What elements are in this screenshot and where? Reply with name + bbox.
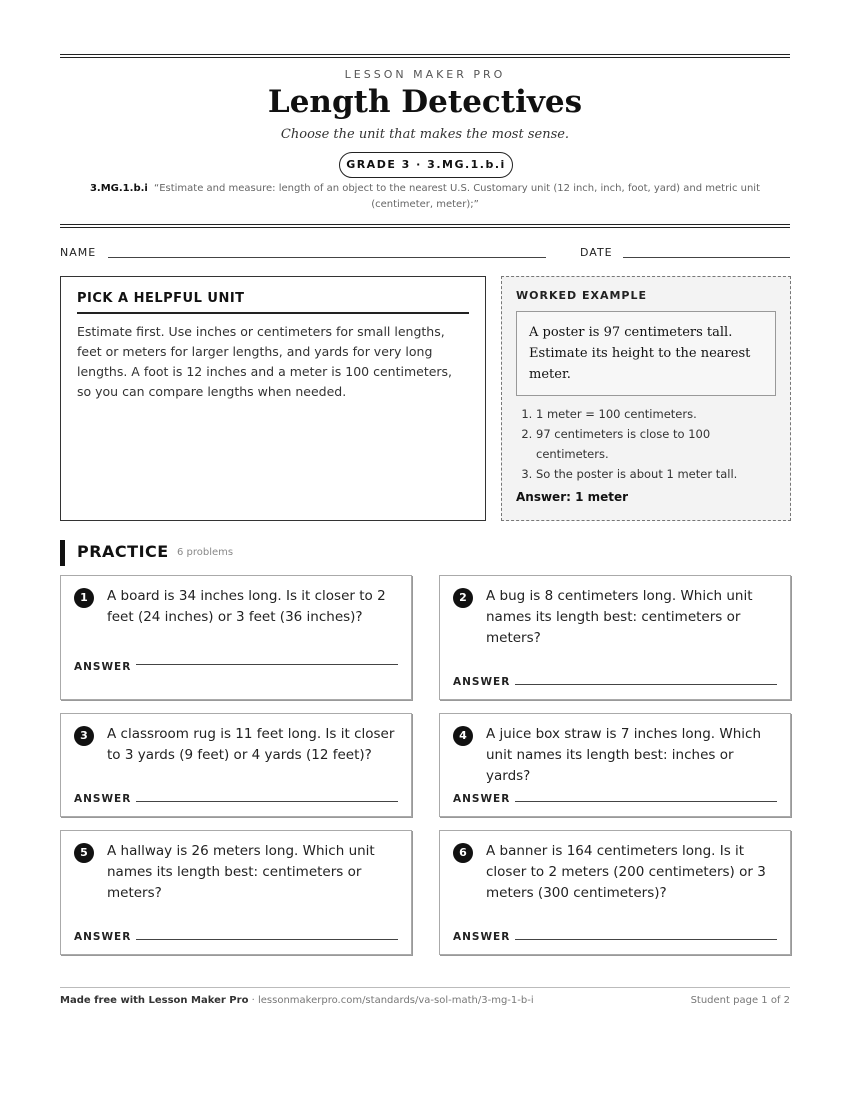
problem-card xyxy=(439,830,791,955)
page-title: Length Detectives xyxy=(267,84,583,120)
problem-text: A juice box straw is 7 inches long. Which unit names its length best: inches or yards? xyxy=(486,726,762,784)
answer-label: ANSWER xyxy=(74,661,132,673)
answer-field[interactable] xyxy=(136,939,398,940)
name-label: NAME xyxy=(60,246,97,259)
problem-text: A classroom rug is 11 feet long. Is it closer to 3 yards (9 feet) or 4 yards (12 feet)? xyxy=(107,726,395,763)
answer-label: ANSWER xyxy=(453,793,511,805)
problem-number: 4 xyxy=(453,726,473,746)
answer-label: ANSWER xyxy=(74,931,132,943)
problem-text: A board is 34 inches long. Is it closer to 2 feet (24 inches) or 3 feet (36 inches)? xyxy=(107,588,386,625)
answer-field[interactable] xyxy=(515,684,777,685)
problem-text: A hallway is 26 meters long. Which unit names its length best: centimeters or meters? xyxy=(107,843,375,901)
standard-code: 3.MG.1.b.i xyxy=(89,183,148,194)
problem-card xyxy=(60,713,412,817)
answer-label: ANSWER xyxy=(453,931,511,943)
grade-badge: GRADE 3 · 3.MG.1.b.i xyxy=(339,152,513,178)
worked-example-heading: WORKED EXAMPLE xyxy=(516,289,647,302)
answer-label: ANSWER xyxy=(74,793,132,805)
standard-text: “Estimate and measure: length of an object to the nearest U.S. Customary unit (12 inch, inch, foot, yard) and metric unit (centimeter, meter);” xyxy=(154,183,761,210)
problem-card xyxy=(439,575,791,700)
footer-credit xyxy=(60,995,534,1006)
worked-example-box xyxy=(501,276,791,521)
page-subtitle: Choose the unit that makes the most sense. xyxy=(280,127,570,142)
practice-count: 6 problems xyxy=(177,547,234,558)
problem-number: 2 xyxy=(453,588,473,608)
answer-field[interactable] xyxy=(515,939,777,940)
problem-text: A banner is 164 centimeters long. Is it closer to 2 meters (200 centimeters) or 3 meters (300 centimeters)? xyxy=(486,843,766,901)
problem-card xyxy=(60,575,412,700)
footer-made-with: Made free with Lesson Maker Pro xyxy=(60,995,249,1006)
problem-card xyxy=(60,830,412,955)
helpful-unit-box xyxy=(60,276,486,521)
standard-description xyxy=(60,181,790,213)
worked-example-prompt: A poster is 97 centimeters tall. Estimate its height to the nearest meter. xyxy=(516,311,776,396)
date-label: DATE xyxy=(580,246,613,259)
brand-label: LESSON MAKER PRO xyxy=(344,68,506,81)
answer-label: ANSWER xyxy=(453,676,511,688)
answer-field[interactable] xyxy=(136,664,398,665)
worked-example-step: 1. 1 meter = 100 centimeters. xyxy=(536,404,776,424)
practice-accent-bar xyxy=(60,540,65,566)
answer-field[interactable] xyxy=(136,801,398,802)
problem-card xyxy=(439,713,791,817)
problem-text: A bug is 8 centimeters long. Which unit names its length best: centimeters or meters? xyxy=(486,588,753,646)
practice-heading: PRACTICE xyxy=(77,542,169,561)
worked-example-answer: Answer: 1 meter xyxy=(516,490,629,504)
footer-page-number: Student page 1 of 2 xyxy=(690,995,790,1006)
problem-number: 1 xyxy=(74,588,94,608)
helpful-unit-heading: PICK A HELPFUL UNIT xyxy=(77,291,469,314)
header-bottom-rule xyxy=(60,224,790,228)
worked-example-step: 3. So the poster is about 1 meter tall. xyxy=(536,464,776,484)
footer-url[interactable]: · lessonmakerpro.com/standards/va-sol-math/3-mg-1-b-i xyxy=(248,995,534,1006)
problem-number: 6 xyxy=(453,843,473,863)
answer-field[interactable] xyxy=(515,801,777,802)
problem-number: 3 xyxy=(74,726,94,746)
worked-example-steps xyxy=(516,404,776,484)
top-rule xyxy=(60,54,790,58)
date-field[interactable] xyxy=(623,257,790,258)
worked-example-step: 2. 97 centimeters is close to 100 centimeters. xyxy=(536,424,776,464)
helpful-unit-body: Estimate first. Use inches or centimeters for small lengths, feet or meters for larger lengths, and yards for very long lengths. A foot is 12 inches and a meter is 100 centimeters, so you can compare lengths when needed. xyxy=(77,324,453,399)
problem-number: 5 xyxy=(74,843,94,863)
name-field[interactable] xyxy=(108,257,546,258)
footer-rule xyxy=(60,987,790,988)
